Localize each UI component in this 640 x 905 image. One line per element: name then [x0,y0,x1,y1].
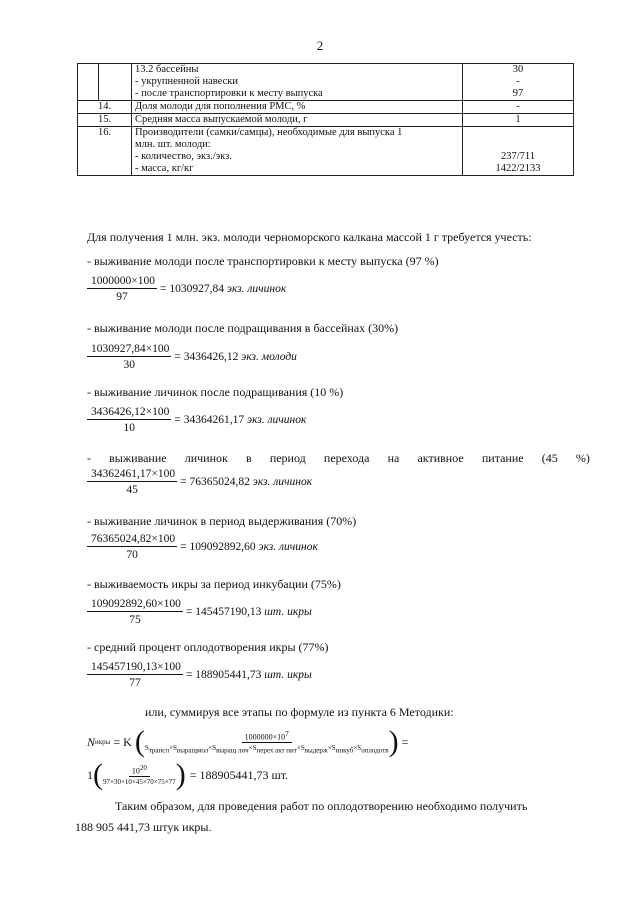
formula-sub: перех акт пит [256,746,297,755]
fraction-unit: шт. икры [264,669,312,681]
fraction-unit: экз. личинок [252,476,313,488]
formula-op: ×S [169,743,177,752]
fraction-denominator: 10 [123,422,135,434]
table-desc-cell: Доля молоди для пополнения РМС, % [132,101,463,114]
table-line: 13.2 бассейны [135,64,199,75]
step-fraction [87,598,312,626]
formula-sub: выращмол [176,746,209,755]
page-number: 2 [316,38,324,53]
word: в [246,451,252,465]
table-value-cell [463,127,574,176]
fraction-numerator: 145457190,13×100 [87,661,183,675]
fraction-denominator: 70 [126,549,138,561]
step-fraction [87,661,312,689]
step-label: - средний процент оплодотворения икры (77%) [87,640,329,654]
table-row [78,101,574,114]
formula-lhs: N [87,734,96,749]
fraction-numerator: 3436426,12×100 [87,406,171,420]
table-row [78,64,574,101]
fraction-denominator: 75 [129,614,141,626]
fraction-unit: экз. личинок [258,541,318,553]
paren-close: ) [175,758,186,791]
conclusion-line-1: Таким образом, для проведения работ по оплодотворению необходимо получить [115,799,528,813]
word: на [387,451,400,465]
step-fraction [87,343,297,371]
table-desc-cell: Средняя масса выпускаемой молоди, г [132,114,463,127]
formula-sub: оплодотв [361,746,389,755]
formula-sub: инкуб [335,746,354,755]
formula-numerator [242,730,292,743]
formula-numerator [129,764,150,777]
step-label: - выживание молоди после транспортировки к месту выпуска (97 %) [87,254,439,268]
step-label: - выживаемость икры за период инкубации (75%) [87,577,341,591]
spec-table [77,63,574,176]
step-label: - выживание молоди после подращивания в бассейнах (30%) [87,321,399,335]
fraction-result: = 145457190,13 [185,606,262,618]
step-label-justified [87,451,590,466]
fraction-result: = 188905441,73 [185,669,262,681]
formula-op: ×S [353,743,362,752]
step-fraction [87,406,306,434]
formula-op: ×S [296,743,305,752]
formula-denominator: 97×30×10×45×70×75×77 [103,777,176,786]
fraction-numerator: 1030927,84×100 [87,343,171,357]
table-value: - [516,76,520,87]
paren-open: ( [93,758,103,791]
fraction-unit: экз. личинок [226,283,287,295]
formula-sub: выдерж [304,746,328,755]
step-label: - выживание личинок после подращивания (10 %) [87,385,344,399]
fraction-numerator: 109092892,60×100 [87,598,183,612]
formula-denominator [145,743,389,754]
intro-paragraph: Для получения 1 млн. экз. молоди черноморского калкана массой 1 г требуется учесть: [87,230,532,244]
formula-fraction [145,730,389,754]
fraction-unit: экз. молоди [241,351,297,363]
formula-k: 1 [87,767,93,782]
fraction-unit: шт. икры [264,606,312,618]
fraction-denominator: 97 [116,291,128,303]
summary-line: или, суммируя все этапы по формуле из пункта 6 Методики: [145,705,454,719]
paren-open: ( [134,725,145,758]
fraction-numerator: 1000000×100 [87,275,157,289]
formula-lhs-sub: икры [95,738,111,746]
formula-den-s: S [144,743,149,752]
fraction-denominator: 77 [129,677,141,689]
step-fraction [87,275,286,303]
formula-num-sup: 7 [285,729,289,738]
word: выживание [109,451,167,465]
fraction-denominator: 45 [126,484,138,496]
step-label: - выживание личинок в период выдерживания (70%) [87,514,357,528]
word: активное [417,451,464,465]
formula-sub: трансп [148,746,170,755]
word: %) [575,451,590,465]
word: период [269,451,306,465]
formula-op: ×S [327,743,336,752]
fraction-numerator: 76365024,82×100 [87,533,177,547]
step-fraction [87,468,312,496]
table-value: 30 [512,64,524,75]
formula-eq: = K [113,734,132,749]
table-num-cell: 14. [78,101,132,114]
table-value-cell: 1 [463,114,574,127]
formula-num-sup: 20 [139,764,147,773]
table-num-cell: 16. [78,127,132,176]
word: - [87,451,91,465]
word: перехода [323,451,370,465]
formula-op: ×S [248,743,257,752]
formula-result-value: = 188905441,73 шт. [189,767,289,782]
table-value: 1422/2133 [495,163,541,174]
paren-close: ) [388,725,399,758]
table-row [78,127,574,176]
table-value-cell [463,64,574,101]
formula-fraction [103,764,176,786]
table-num-cell [99,64,132,101]
word: питание [481,451,524,465]
table-value-cell: - [463,101,574,114]
table-desc-cell [132,127,463,176]
fraction-result: = 3436426,12 [174,351,239,363]
formula-result [87,760,288,790]
formula-num-text: 1000000×10 [244,732,286,742]
table-num-cell: 15. [78,114,132,127]
table-row [78,114,574,127]
table-line: - масса, кг/кг [135,163,194,174]
table-line: - количество, экз./экз. [135,151,232,162]
table-line: Производители (самки/самцы), необходимые для выпуска 1 [135,127,403,138]
table-line: - после транспортировки к месту выпуска [135,88,323,99]
formula-sub: выращ лич [216,746,249,755]
table-value: 97 [512,88,524,99]
table-line: - укрупненной навески [135,76,238,87]
step-fraction [87,533,318,561]
fraction-unit: экз. личинок [247,414,307,426]
table-value: 237/711 [500,151,536,162]
formula-main [87,727,408,757]
fraction-result: = 34364261,17 [174,414,245,426]
fraction-denominator: 30 [123,359,135,371]
formula-op: ×S [208,743,217,752]
table-blank-cell [78,64,99,101]
table-line: млн. шт. молоди: [135,139,211,150]
table-desc-cell [132,64,463,101]
fraction-result: = 76365024,82 [180,476,250,488]
word: (45 [541,451,558,465]
formula-tail: = [401,734,409,749]
fraction-result: = 1030927,84 [160,283,224,295]
formula-num-text: 10 [131,766,140,776]
word: личинок [184,451,228,465]
conclusion-line-2: 188 905 441,73 штук икры. [75,820,212,834]
fraction-result: = 109092892,60 [180,541,256,553]
fraction-numerator: 34362461,17×100 [87,468,177,482]
